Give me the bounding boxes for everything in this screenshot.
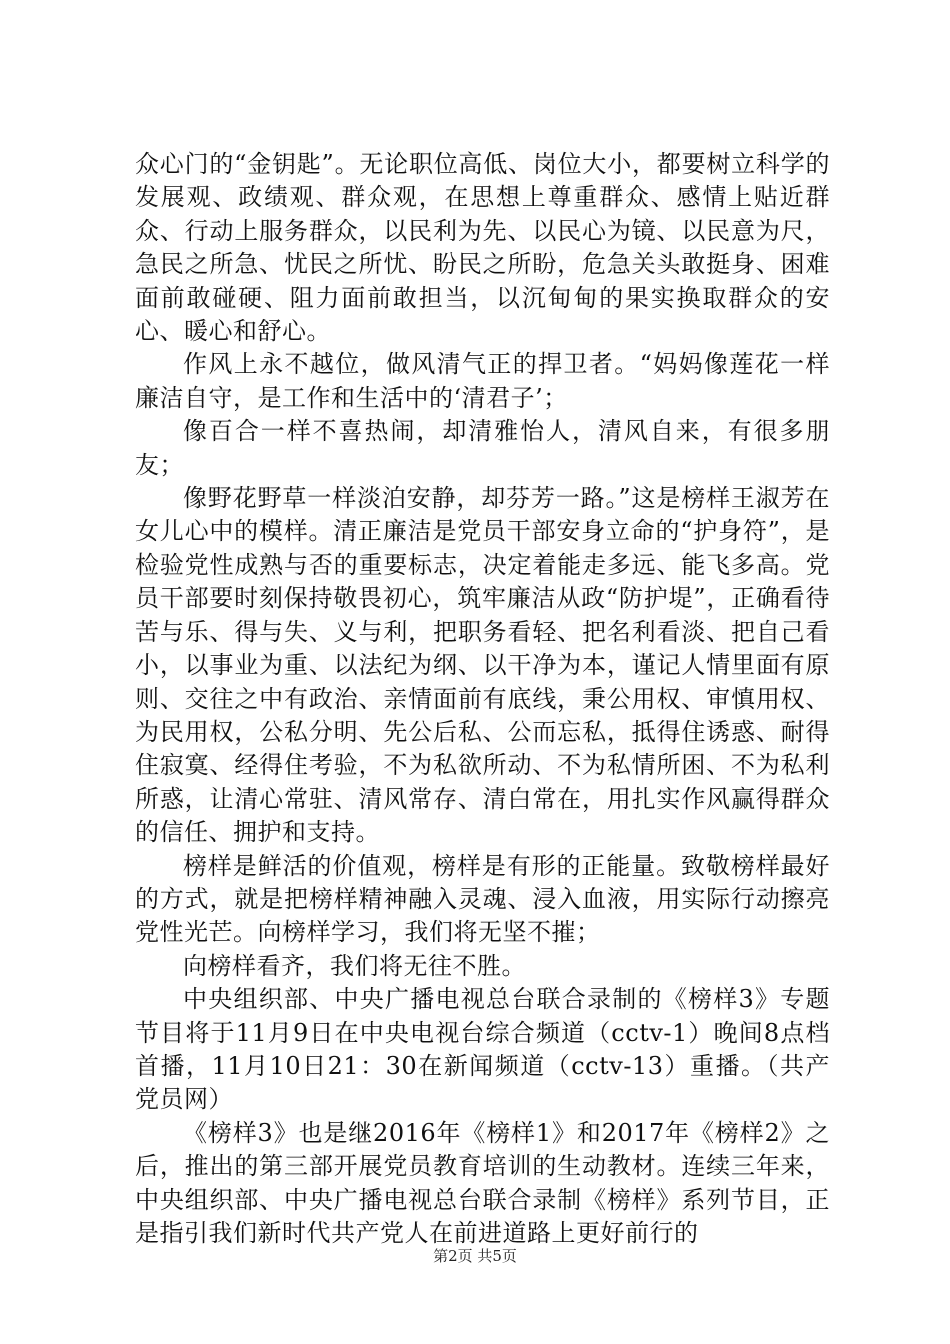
paragraph-8: 《榜样3》也是继2016年《榜样1》和2017年《榜样2》之后，推出的第三部开展党员教育培训的生动教材。连续三年来，中央组织部、中央广播电视总台联合录制《榜样》系列节目，正是指引我们新时代共产党人在前进道路上更好前行的 [135,1118,830,1247]
paragraph-2: 作风上永不越位，做风清气正的捍卫者。“妈妈像莲花一样廉洁自守，是工作和生活中的‘清君子’； [135,350,830,412]
paragraph-7: 中央组织部、中央广播电视总台联合录制的《榜样3》专题节目将于11月9日在中央电视台综合频道（cctv-1）晚间8点档首播，11月10日21：30在新闻频道（cctv-13）重播。（共产党员网） [135,985,830,1114]
paragraph-3: 像百合一样不喜热闹，却清雅怡人，清风自来，有很多朋友； [135,417,830,479]
document-body [135,148,830,1250]
paragraph-5: 榜样是鲜活的价值观，榜样是有形的正能量。致敬榜样最好的方式，就是把榜样精神融入灵魂、浸入血液，用实际行动擦亮党性光芒。向榜样学习，我们将无坚不摧； [135,851,830,947]
paragraph-4: 像野花野草一样淡泊安静，却芬芳一路。”这是榜样王淑芳在女儿心中的模样。清正廉洁是党员干部安身立命的“护身符”，是检验党性成熟与否的重要标志，决定着能走多远、能飞多高。党员干部要时刻保持敬畏初心，筑牢廉洁从政“防护堤”，正确看待苦与乐、得与失、义与利，把职务看轻、把名利看淡、把自己看小，以事业为重、以法纪为纲、以干净为本，谨记人情里面有原则、交往之中有政治、亲情面前有底线，秉公用权、审慎用权、为民用权，公私分明、先公后私、公而忘私，抵得住诱惑、耐得住寂寞、经得住考验，不为私欲所动、不为私情所困、不为私利所惑，让清心常驻、清风常存、清白常在，用扎实作风赢得群众的信任、拥护和支持。 [135,484,830,847]
page-number-footer: 第2页 共5页 [433,1247,517,1265]
paragraph-6: 向榜样看齐，我们将无往不胜。 [183,951,526,980]
paragraph-1: 众心门的“金钥匙”。无论职位高低、岗位大小，都要树立科学的发展观、政绩观、群众观，在思想上尊重群众、感情上贴近群众、行动上服务群众，以民利为先、以民心为镜、以民意为尺，急民之所急、忧民之所忧、盼民之所盼，危急关头敢挺身、困难面前敢碰硬、阻力面前敢担当，以沉甸甸的果实换取群众的安心、暖心和舒心。 [135,150,830,346]
